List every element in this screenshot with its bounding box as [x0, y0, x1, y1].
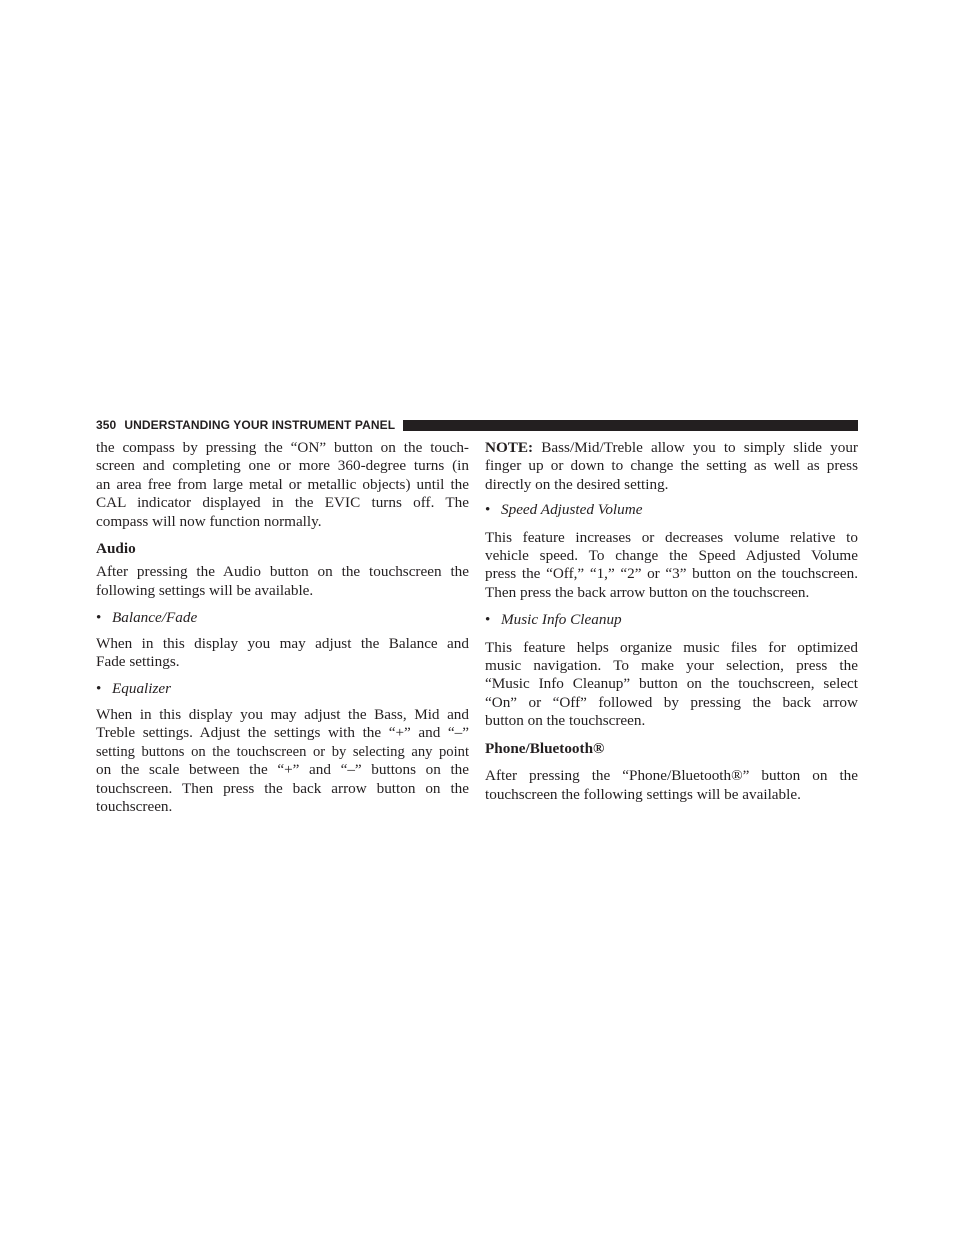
text-line: touchscreen the following settings will be available.	[485, 785, 801, 803]
bullet-dot: •	[96, 680, 102, 698]
text-line: CAL indicator displayed in the EVIC turns off. The	[96, 494, 469, 512]
bullet-dot: •	[96, 609, 102, 627]
text-line: finger up or down to change the setting as well as press	[485, 457, 858, 475]
note-first-line	[485, 439, 858, 457]
phone-paragraph	[485, 767, 858, 804]
text-line: This feature increases or decreases volume relative to	[485, 528, 858, 546]
text-line: directly on the desired setting.	[485, 475, 669, 493]
speed-paragraph	[485, 529, 858, 603]
text-line: an area free from large metal or metallic objects) until the	[96, 475, 469, 493]
bullet-speed-adjusted-volume	[485, 501, 858, 519]
audio-heading: Audio	[96, 540, 136, 558]
text-line: vehicle speed. To change the Speed Adjusted Volume	[485, 547, 858, 565]
right-column	[485, 439, 858, 804]
phone-bluetooth-heading: Phone/Bluetooth®	[485, 739, 605, 757]
text-line: touchscreen.	[96, 797, 173, 815]
text-line: “Music Info Cleanup” button on the touchscreen, select	[485, 675, 858, 693]
note-label: NOTE:	[485, 439, 534, 456]
text-line: This feature helps organize music files for optimized	[485, 638, 858, 656]
text-line: music navigation. To make your selection, press the	[485, 657, 858, 675]
note-paragraph	[485, 439, 858, 494]
compass-paragraph	[96, 439, 469, 531]
balance-paragraph	[96, 635, 469, 672]
text-line: When in this display you may adjust the Balance and	[96, 634, 469, 652]
text-line: When in this display you may adjust the Bass, Mid and	[96, 705, 469, 723]
header-rule	[403, 420, 858, 431]
text-line: setting buttons on the touchscreen or by selecting any point	[96, 743, 469, 760]
section-title: UNDERSTANDING YOUR INSTRUMENT PANEL	[124, 418, 396, 432]
left-column	[96, 439, 469, 816]
bullet-label: Equalizer	[112, 680, 172, 698]
text-line: button on the touchscreen.	[485, 712, 646, 730]
bullet-label: Music Info Cleanup	[501, 611, 622, 629]
text-line: Fade settings.	[96, 653, 180, 671]
text-line: press the “Off,” “1,” “2” or “3” button on the touchscreen.	[485, 565, 858, 583]
bullet-balance-fade	[96, 609, 469, 627]
music-paragraph	[485, 639, 858, 731]
bullet-dot: •	[485, 611, 491, 629]
text-line: After pressing the Audio button on the touchscreen the	[96, 563, 469, 581]
text-line: the compass by pressing the “ON” button on the touch-	[96, 439, 469, 456]
note-text-first: Bass/Mid/Treble allow you to simply slide your	[533, 439, 858, 456]
text-line: Treble settings. Adjust the settings with the “+” and “–”	[96, 724, 469, 742]
page-header	[96, 417, 858, 433]
note-text-rest	[485, 457, 858, 494]
text-line: “On” or “Off” followed by pressing the back arrow	[485, 693, 858, 711]
bullet-label: Balance/Fade	[112, 609, 198, 627]
equalizer-paragraph	[96, 706, 469, 816]
text-line: After pressing the “Phone/Bluetooth®” button on the	[485, 767, 858, 785]
page-number: 350	[96, 418, 117, 432]
text-line: touchscreen. Then press the back arrow button on the	[96, 779, 469, 797]
text-line: compass will now function normally.	[96, 512, 322, 530]
bullet-dot: •	[485, 501, 491, 519]
text-line: Then press the back arrow button on the touchscreen.	[485, 583, 810, 601]
bullet-equalizer	[96, 680, 469, 698]
bullet-music-info-cleanup	[485, 611, 858, 629]
text-line: screen and completing one or more 360-degree turns (in	[96, 457, 469, 475]
audio-paragraph	[96, 563, 469, 600]
text-line: following settings will be available.	[96, 581, 314, 599]
bullet-label: Speed Adjusted Volume	[501, 501, 643, 519]
text-line: on the scale between the “+” and “–” buttons on the	[96, 761, 469, 779]
